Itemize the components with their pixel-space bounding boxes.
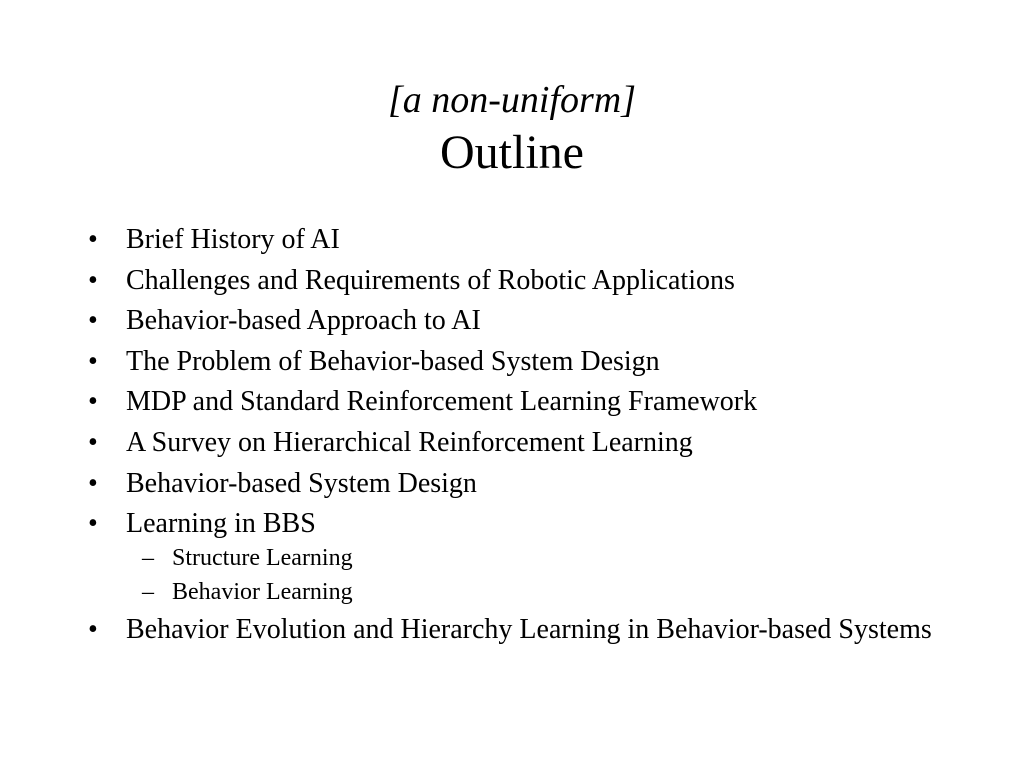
list-item (82, 224, 942, 256)
list-item (82, 305, 942, 337)
list-item (82, 265, 942, 297)
bullet-icon: • (88, 224, 98, 255)
list-item-label: Behavior-based Approach to AI (126, 305, 481, 337)
list-item (82, 468, 942, 500)
bullet-icon: • (88, 467, 98, 499)
sub-list-item (126, 578, 942, 606)
slide-title: Outline (440, 126, 584, 179)
bullet-icon: • (88, 345, 98, 377)
sub-list (126, 544, 942, 606)
dash-icon: – (142, 545, 154, 572)
title-block (0, 76, 1024, 182)
bullet-icon: • (88, 264, 98, 296)
bullet-icon: • (88, 305, 98, 337)
list-item (82, 386, 942, 418)
list-item-label: Learning in BBS (126, 508, 316, 540)
sub-list-item-label: Behavior Learning (172, 579, 353, 606)
dash-icon: – (142, 579, 154, 606)
bullet-icon: • (88, 614, 98, 646)
sub-list-item-label: Structure Learning (172, 545, 353, 572)
bullet-icon: • (88, 386, 98, 418)
list-item-label: MDP and Standard Reinforcement Learning Framework (126, 386, 758, 418)
list-item-label: The Problem of Behavior-based System Design (126, 345, 660, 377)
list-item-label: Behavior-based System Design (126, 467, 477, 499)
list-item-label: Behavior Evolution and Hierarchy Learning in Behavior-based Systems (126, 614, 932, 646)
outline-list (82, 224, 942, 655)
bullet-icon: • (88, 508, 98, 540)
list-item-label: Brief History of AI (126, 224, 340, 255)
list-item (82, 508, 942, 606)
bullet-icon: • (88, 426, 98, 458)
list-item-label: A Survey on Hierarchical Reinforcement Learning (126, 426, 693, 458)
slide-subtitle: [a non-uniform] (387, 79, 637, 121)
list-item-label: Challenges and Requirements of Robotic Applications (126, 264, 735, 296)
list-item (82, 614, 942, 646)
list-item (82, 346, 942, 378)
list-item (82, 427, 942, 459)
sub-list-item (126, 544, 942, 572)
